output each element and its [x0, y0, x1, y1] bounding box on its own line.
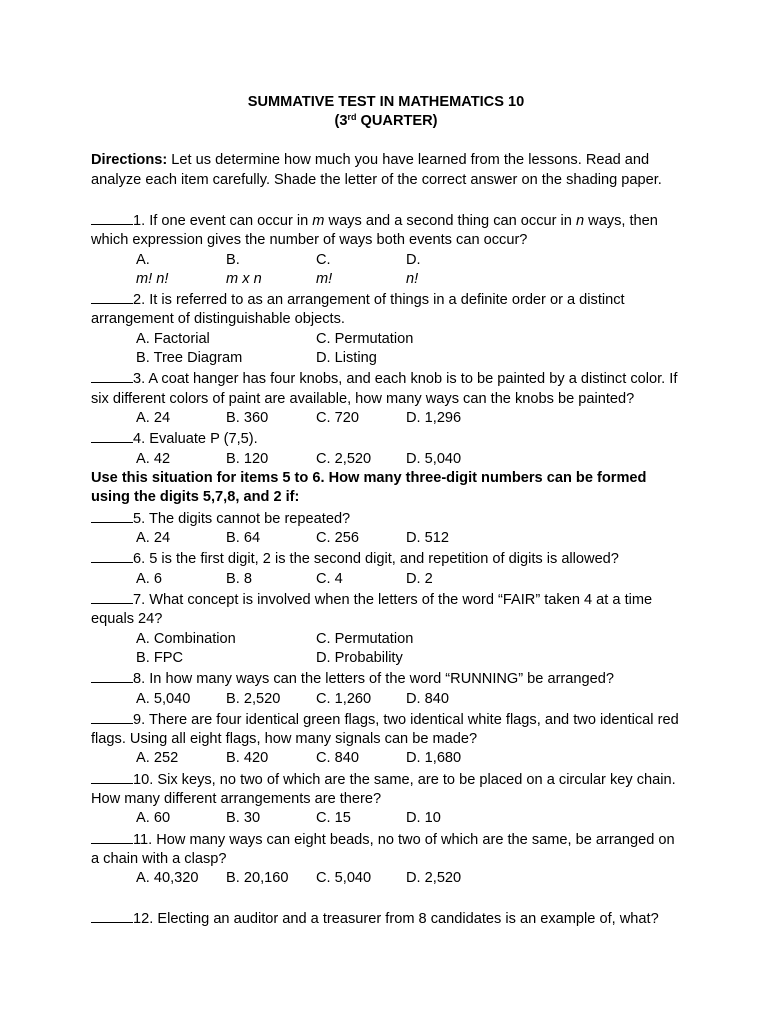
option-b: B.m x n [226, 251, 262, 287]
answer-blank [91, 908, 133, 923]
option-d: D. 10 [406, 810, 441, 827]
answer-blank [91, 709, 133, 724]
question-7: 7. What concept is involved when the letters of the word “FAIR” taken 4 at a time equals 24? [91, 589, 681, 630]
option-c: C. 4 [316, 570, 343, 587]
option-c: C. Permutation [316, 330, 414, 347]
option-a: A.m! n! [136, 251, 169, 287]
option-c: C. 15 [316, 810, 351, 827]
question-10-options [91, 809, 681, 828]
option-a: A. 24 [136, 409, 171, 426]
question-2-options-row1 [91, 330, 681, 349]
option-b: B. 30 [226, 810, 261, 827]
option-c: C. 840 [316, 750, 359, 767]
option-d: D.n! [406, 251, 421, 287]
question-1-options [91, 251, 681, 290]
answer-blank [91, 589, 133, 604]
option-b: B. 8 [226, 570, 252, 587]
option-d: D. 840 [406, 690, 449, 707]
question-9: 9. There are four identical green flags, two identical white flags, and two identical red flags. Using all eight flags, how many signals can be made? [91, 709, 681, 750]
option-d: D. Listing [316, 350, 377, 367]
option-c: C. 720 [316, 409, 359, 426]
directions [91, 150, 681, 190]
option-b: B. 20,160 [226, 870, 289, 887]
question-7-options-row1 [91, 630, 681, 649]
option-d: D. Probability [316, 649, 403, 666]
directions-label: Directions: [91, 152, 168, 168]
question-11: 11. How many ways can eight beads, no two of which are the same, be arranged on a chain with a clasp? [91, 829, 681, 870]
option-b: B. 64 [226, 530, 261, 547]
option-b: B. 120 [226, 450, 269, 467]
question-2: 2. It is referred to as an arrangement of things in a definite order or a distinct arrangement of distinguishable objects. [91, 289, 681, 330]
test-page [91, 93, 681, 929]
question-10: 10. Six keys, no two of which are the same, are to be placed on a circular key chain. How many different arrangements are there? [91, 769, 681, 810]
option-b: B. 2,520 [226, 690, 281, 707]
question-8: 8. In how many ways can the letters of the word “RUNNING” be arranged? [91, 668, 681, 689]
option-c: C. 1,260 [316, 690, 372, 707]
question-5: 5. The digits cannot be repeated? [91, 508, 681, 529]
option-d: D. 5,040 [406, 450, 462, 467]
option-b: B. 420 [226, 750, 269, 767]
answer-blank [91, 289, 133, 304]
option-d: D. 512 [406, 530, 449, 547]
answer-blank [91, 769, 133, 784]
directions-text: Let us determine how much you have learned from the lessons. Read and analyze each item carefully. Shade the letter of the correct answer on the shading paper. [91, 152, 662, 188]
option-a: A. 42 [136, 450, 171, 467]
option-b: B. 360 [226, 409, 269, 426]
option-d: D. 2,520 [406, 870, 462, 887]
question-9-options [91, 749, 681, 768]
option-a: A. 252 [136, 750, 179, 767]
test-title: SUMMATIVE TEST IN MATHEMATICS 10 [247, 94, 525, 110]
option-a: A. Factorial [136, 330, 210, 347]
answer-blank [91, 829, 133, 844]
answer-blank [91, 548, 133, 563]
answer-blank [91, 508, 133, 523]
question-7-options-row2 [91, 649, 681, 668]
option-c: C. 5,040 [316, 870, 372, 887]
answer-blank [91, 210, 133, 225]
question-3: 3. A coat hanger has four knobs, and each knob is to be painted by a distinct color. If six different colors of paint are available, how many ways can the knobs be painted? [91, 368, 681, 409]
question-1: 1. If one event can occur in m ways and a second thing can occur in n ways, then which expression gives the number of ways both events can occur? [91, 210, 681, 251]
option-a: A. 60 [136, 810, 171, 827]
question-4-options [91, 450, 681, 469]
option-c: C.m! [316, 251, 333, 287]
option-a: A. 40,320 [136, 870, 199, 887]
test-quarter: (3rd QUARTER) [334, 112, 438, 129]
option-a: A. Combination [136, 630, 236, 647]
option-b: B. Tree Diagram [136, 350, 243, 367]
question-6-options [91, 570, 681, 589]
question-11-options [91, 869, 681, 888]
option-a: A. 5,040 [136, 690, 191, 707]
question-2-options-row2 [91, 349, 681, 368]
question-5-options [91, 529, 681, 548]
option-c: C. 2,520 [316, 450, 372, 467]
option-c: C. Permutation [316, 630, 414, 647]
option-d: D. 1,296 [406, 409, 462, 426]
question-6: 6. 5 is the first digit, 2 is the second digit, and repetition of digits is allowed? [91, 548, 681, 569]
question-8-options [91, 690, 681, 709]
option-a: A. 6 [136, 570, 162, 587]
option-c: C. 256 [316, 530, 359, 547]
option-b: B. FPC [136, 649, 184, 666]
question-3-options [91, 409, 681, 428]
situation-instructions: Use this situation for items 5 to 6. How many three-digit numbers can be formed using the digits 5,7,8, and 2 if: [91, 469, 647, 506]
question-4: 4. Evaluate P (7,5). [91, 428, 681, 449]
answer-blank [91, 368, 133, 383]
answer-blank [91, 428, 133, 443]
option-a: A. 24 [136, 530, 171, 547]
option-d: D. 1,680 [406, 750, 462, 767]
option-d: D. 2 [406, 570, 433, 587]
answer-blank [91, 668, 133, 683]
question-12: 12. Electing an auditor and a treasurer from 8 candidates is an example of, what? [91, 908, 681, 929]
